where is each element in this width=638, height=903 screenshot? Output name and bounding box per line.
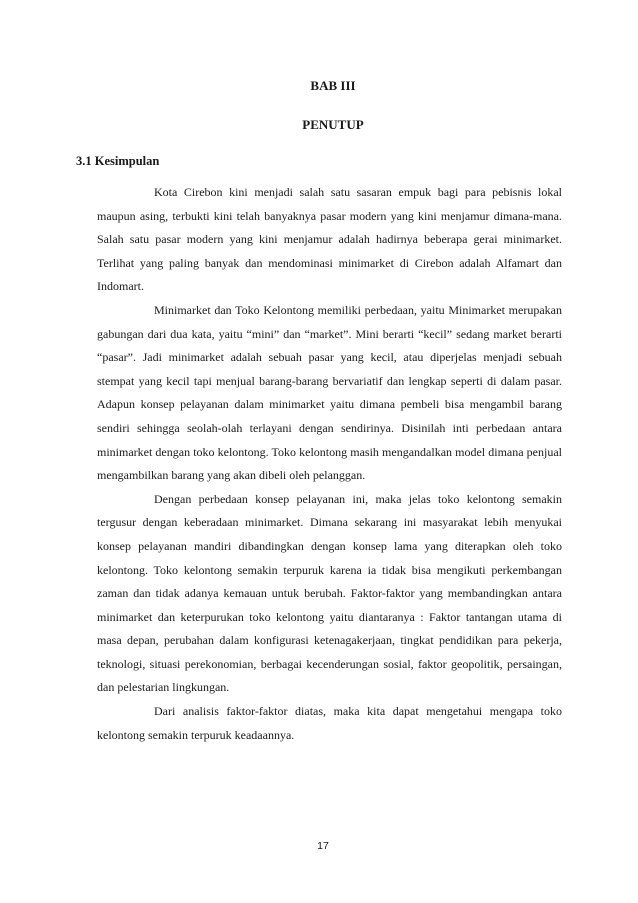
paragraph-4: Dari analisis faktor-faktor diatas, maka kita dapat mengetahui mengapa toko kelontong semakin terpuruk keadaannya.	[97, 704, 562, 742]
paragraph-1: Kota Cirebon kini menjadi salah satu sasaran empuk bagi para pebisnis lokal maupun asing, terbukti kini telah banyaknya pasar modern yang kini menjamur dimana-mana. Salah satu pasar modern yang kini menjamur adalah hadirnya beberapa gerai minimarket. Terlihat yang paling banyak dan mendominasi minimarket di Cirebon adalah Alfamart dan Indomart.	[97, 185, 562, 294]
body-text	[97, 181, 562, 747]
chapter-title: PENUTUP	[302, 117, 364, 132]
section-heading: 3.1 Kesimpulan	[76, 154, 160, 168]
chapter-heading: BAB III	[310, 78, 356, 93]
page-number: 17	[317, 840, 329, 852]
paragraph-2: Minimarket dan Toko Kelontong memiliki perbedaan, yaitu Minimarket merupakan gabungan dari dua kata, yaitu “mini” dan “market”. Mini berarti “kecil” sedang market berarti “pasar”. Jadi minimarket adalah sebuah pasar yang kecil, atau diperjelas menjadi sebuah stempat yang kecil tapi menjual barang-barang bervariatif dan lengkap seperti di dalam pasar. Adapun konsep pelayanan dalam minimarket yaitu dimana pembeli bisa mengambil barang sendiri sehingga seolah-olah terlayani dengan sendirinya. Disinilah inti perbedaan antara minimarket dengan toko kelontong. Toko kelontong masih mengandalkan model dimana penjual mengambilkan barang yang akan dibeli oleh pelanggan.	[97, 302, 562, 483]
paragraph-3: Dengan perbedaan konsep pelayanan ini, maka jelas toko kelontong semakin tergusur dengan keberadaan minimarket. Dimana sekarang ini masyarakat lebih menyukai konsep pelayanan mandiri dibandingkan dengan konsep lama yang diterapkan oleh toko kelontong. Toko kelontong semakin terpuruk karena ia tidak bisa mengikuti perkembangan zaman dan tidak adanya kemauan untuk berubah. Faktor-faktor yang membandingkan antara minimarket dan keterpurukan toko kelontong yaitu diantaranya : Faktor tantangan utama di masa depan, perubahan dalam konfigurasi ketenagakerjaan, tingkat pendidikan para pekerja, teknologi, situasi perekonomian, berbagai kecenderungan sosial, faktor geopolitik, persaingan, dan pelestarian lingkungan.	[97, 491, 562, 695]
